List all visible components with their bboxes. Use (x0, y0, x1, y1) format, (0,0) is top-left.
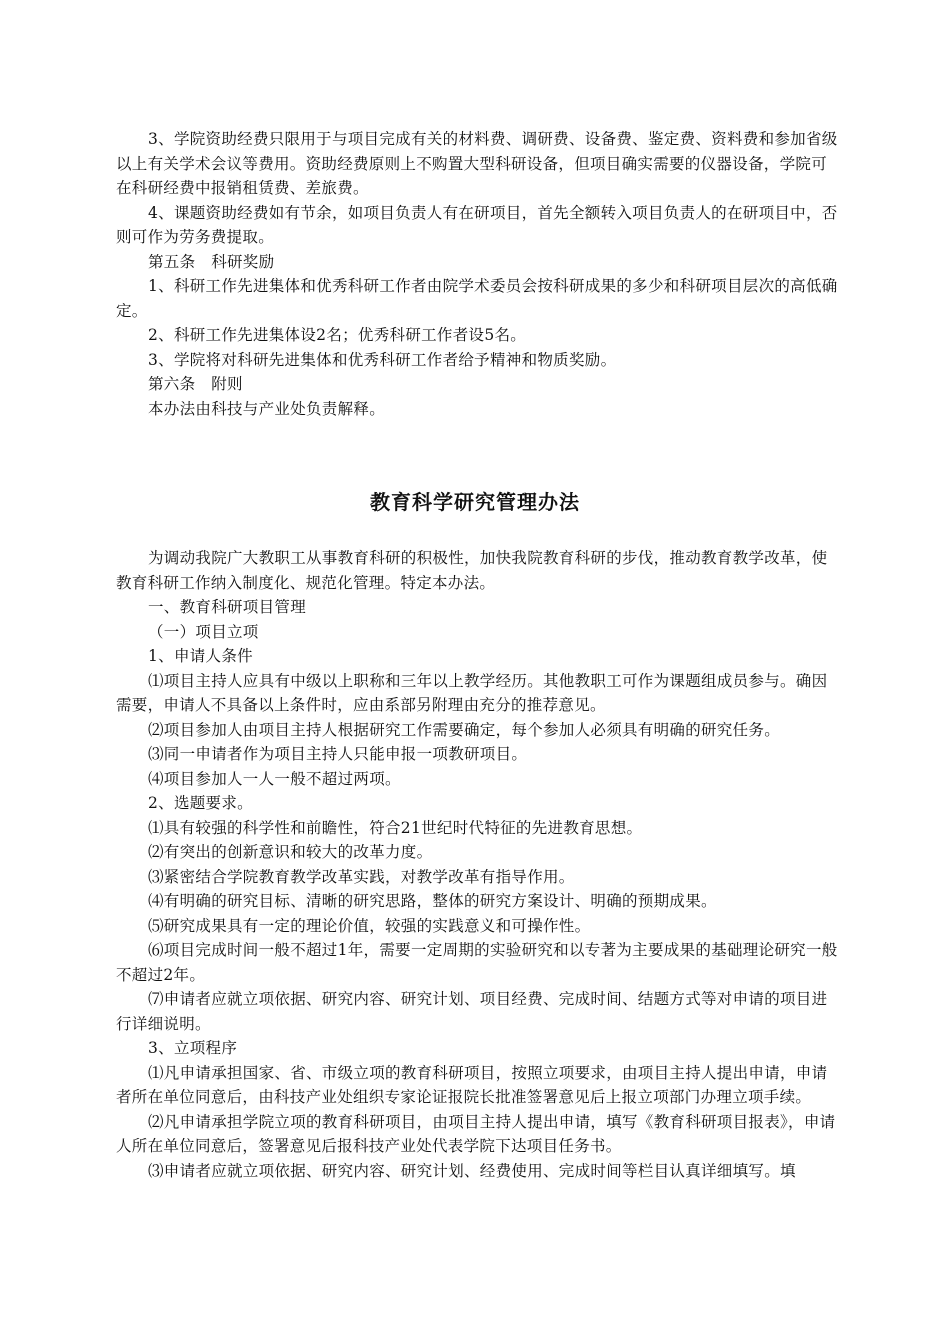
list-item: ⑷有明确的研究目标、清晰的研究思路，整体的研究方案设计、明确的预期成果。 (148, 892, 717, 910)
paragraph-award-type: 3、学院将对科研先进集体和优秀科研工作者给予精神和物质奖励。 (148, 350, 617, 369)
top-section (116, 127, 842, 421)
paragraph-funding-scope: 3、学院资助经费只限用于与项目完成有关的材料费、调研费、设备费、鉴定费、资料费和参加省级以上有关学术会议等费用。资助经费原则上不购置大型科研设备，但项目确实需要的仪器设备，学院可在科研经费中报销租赁费、差旅费。 (116, 130, 838, 197)
heading-applicant-conditions: 1、申请人条件 (148, 647, 253, 665)
heading-article-5: 第五条 科研奖励 (148, 252, 275, 271)
heading-topic-requirements: 2、选题要求。 (148, 794, 253, 812)
list-item: ⑵有突出的创新意识和较大的改革力度。 (148, 843, 433, 861)
list-item: ⑶同一申请者作为项目主持人只能申报一项教研项目。 (148, 745, 528, 763)
heading-project-approval: （一）项目立项 (148, 622, 259, 641)
list-item: ⑷项目参加人一人一般不超过两项。 (148, 769, 401, 788)
list-item: ⑴项目主持人应具有中级以上职称和三年以上教学经历。其他教职工可作为课题组成员参与。确因需要，申请人不具备以上条件时，应由系部另附理由充分的推荐意见。 (116, 671, 828, 714)
paragraph-intro: 为调动我院广大教职工从事教育科研的积极性，加快我院教育科研的步伐，推动教育教学改革，使教育科研工作纳入制度化、规范化管理。特定本办法。 (116, 549, 828, 592)
paragraph-award-criteria: 1、科研工作先进集体和优秀科研工作者由院学术委员会按科研成果的多少和科研项目层次的高低确定。 (116, 277, 838, 320)
heading-article-6: 第六条 附则 (148, 375, 243, 393)
list-item: ⑴凡申请承担国家、省、市级立项的教育科研项目，按照立项要求，由项目主持人提出申请，申请者所在单位同意后，由科技产业处组织专家论证报院长批准签署意见后上报立项部门办理立项手续。 (116, 1063, 828, 1106)
heading-part-1: 一、教育科研项目管理 (148, 598, 307, 616)
list-item: ⑸研究成果具有一定的理论价值，较强的实践意义和可操作性。 (148, 916, 591, 935)
paragraph-funding-surplus: 4、课题资助经费如有节余，如项目负责人有在研项目，首先全额转入项目负责人的在研项目中，否则可作为劳务费提取。 (116, 203, 838, 246)
heading-approval-procedure: 3、立项程序 (148, 1039, 238, 1057)
paragraph-interpretation: 本办法由科技与产业处负责解释。 (148, 399, 386, 418)
list-item: ⑵项目参加人由项目主持人根据研究工作需要确定，每个参加人必须具有明确的研究任务。 (148, 720, 781, 739)
list-item: ⑴具有较强的科学性和前瞻性，符合21世纪时代特征的先进教育思想。 (148, 818, 643, 837)
list-item: ⑺申请者应就立项依据、研究内容、研究计划、项目经费、完成时间、结题方式等对申请的项目进行详细说明。 (116, 990, 828, 1033)
list-item: ⑶申请者应就立项依据、研究内容、研究计划、经费使用、完成时间等栏目认真详细填写。填 (148, 1161, 796, 1180)
list-item: ⑹项目完成时间一般不超过1年，需要一定周期的实验研究和以专著为主要成果的基础理论研究一般不超过2年。 (116, 941, 838, 984)
list-item: ⑶紧密结合学院教育教学改革实践，对教学改革有指导作用。 (148, 867, 575, 886)
paragraph-award-quota: 2、科研工作先进集体设2名；优秀科研工作者设5名。 (148, 326, 527, 344)
body-section (116, 546, 842, 1183)
document-title: 教育科学研究管理办法 (370, 490, 580, 514)
list-item: ⑵凡申请承担学院立项的教育科研项目，由项目主持人提出申请，填写《教育科研项目报表》，申请人所在单位同意后，签署意见后报科技产业处代表学院下达项目任务书。 (116, 1112, 836, 1155)
